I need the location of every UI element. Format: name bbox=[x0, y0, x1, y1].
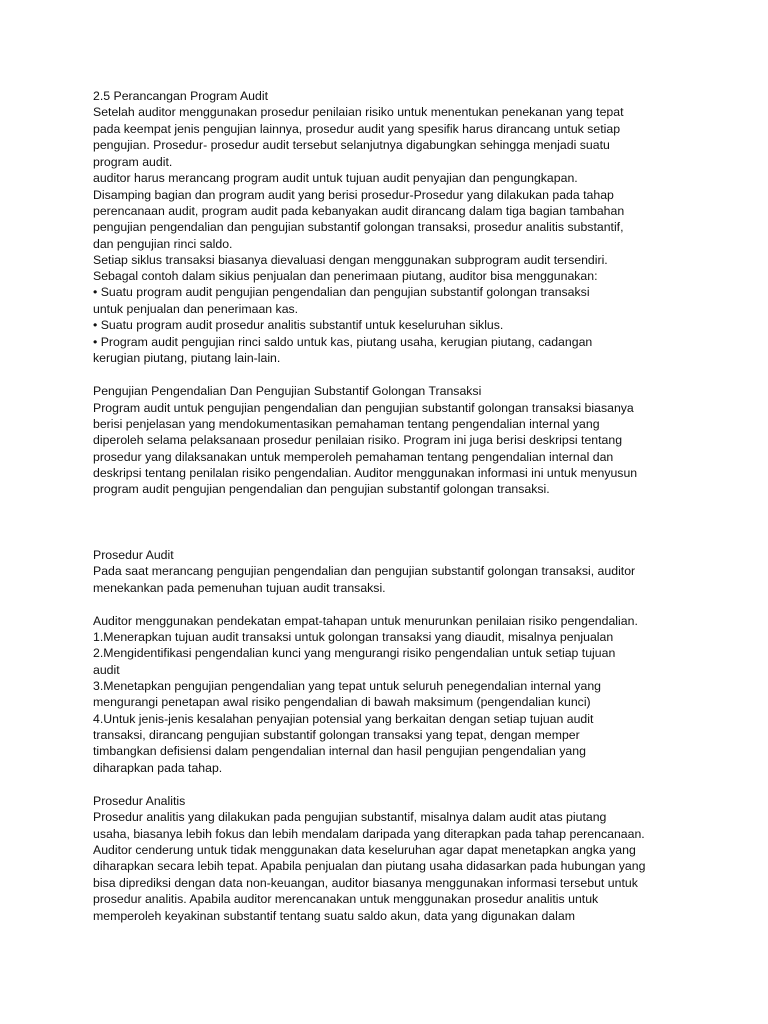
text-line: menekankan pada pemenuhan tujuan audit transaksi. bbox=[93, 581, 386, 595]
text-line: 2.Mengidentifikasi pengendalian kunci yang mengurangi risiko pengendalian untuk setiap tujuan bbox=[93, 646, 616, 660]
text-line: prosedur analitis. Apabila auditor merencanakan untuk menggunakan prosedur analitis untuk bbox=[93, 892, 599, 906]
text-line: Disamping bagian dan program audit yang berisi prosedur-Prosedur yang dilakukan pada tahap bbox=[93, 188, 614, 202]
text-line: program audit pengujian pengendalian dan pengujian substantif golongan transaksi. bbox=[93, 482, 550, 496]
text-line: diperoleh selama pelaksanaan prosedur penilaian risiko. Program ini juga berisi deskripsi tentang bbox=[93, 433, 623, 447]
text-line: diharapkan pada tahap. bbox=[93, 761, 223, 775]
subsection-heading: Prosedur Audit bbox=[93, 548, 174, 562]
text-line: Pada saat merancang pengujian pengendalian dan pengujian substantif golongan transaksi, auditor bbox=[93, 564, 636, 578]
text-line: prosedur yang dilaksanakan untuk memperoleh pemahaman tentang pengendalian internal dan bbox=[93, 450, 614, 464]
text-line: diharapkan secara lebih tepat. Apabila penjualan dan piutang usaha didasarkan pada hubungan yang bbox=[93, 859, 646, 873]
text-line: pengujian. Prosedur- prosedur audit tersebut selanjutnya digabungkan sehingga menjadi suatu bbox=[93, 138, 610, 152]
text-line: • Program audit pengujian rinci saldo untuk kas, piutang usaha, kerugian piutang, cadangan bbox=[93, 335, 593, 349]
text-line: audit bbox=[93, 663, 120, 677]
text-line: pengujian pengendalian dan pengujian substantif golongan transaksi, prosedur analitis substantif, bbox=[93, 220, 624, 234]
text-line: mengurangi penetapan awal risiko pengendalian di bawah maksimum (pengendalian kunci) bbox=[93, 695, 591, 709]
text-line: usaha, biasanya lebih fokus dan lebih mendalam daripada yang diterapkan pada tahap perencanaan. bbox=[93, 827, 645, 841]
section-heading: 2.5 Perancangan Program Audit bbox=[93, 89, 269, 103]
text-line: 3.Menetapkan pengujian pengendalian yang tepat untuk seluruh penegendalian internal yang bbox=[93, 679, 601, 693]
text-line: kerugian piutang, piutang lain-lain. bbox=[93, 351, 281, 365]
text-line: Auditor cenderung untuk tidak menggunakan data keseluruhan agar dapat menetapkan angka yang bbox=[93, 843, 636, 857]
text-line: pada keempat jenis pengujian lainnya, prosedur audit yang spesifik harus dirancang untuk setiap bbox=[93, 122, 621, 136]
text-line: berisi penjelasan yang mendokumentasikan pemahaman tentang pengendalian internal yang bbox=[93, 417, 600, 431]
text-line: timbangkan defisiensi dalam pengendalian internal dan hasil pengujian pengendalian yang bbox=[93, 744, 586, 758]
text-line: Program audit untuk pengujian pengendalian dan pengujian substantif golongan transaksi biasanya bbox=[93, 401, 634, 415]
text-line: dan pengujian rinci saldo. bbox=[93, 237, 233, 251]
text-line: Setiap siklus transaksi biasanya dievaluasi dengan menggunakan subprogram audit tersendiri. bbox=[93, 253, 608, 267]
text-line: Setelah auditor menggunakan prosedur penilaian risiko untuk menentukan penekanan yang tepat bbox=[93, 105, 624, 119]
text-line: untuk penjualan dan penerimaan kas. bbox=[93, 302, 299, 316]
subsection-heading: Pengujian Pengendalian Dan Pengujian Substantif Golongan Transaksi bbox=[93, 384, 482, 398]
text-line: Sebagal contoh dalam sikius penjualan dan penerimaan piutang, auditor bisa menggunakan: bbox=[93, 269, 598, 283]
text-line: perencanaan audit, program audit pada kebanyakan audit dirancang dalam tiga bagian tambahan bbox=[93, 204, 625, 218]
text-line: Prosedur analitis yang dilakukan pada pengujian substantif, misalnya dalam audit atas piutang bbox=[93, 810, 607, 824]
text-line: memperoleh keyakinan substantif tentang suatu saldo akun, data yang digunakan dalam bbox=[93, 909, 575, 923]
text-line: • Suatu program audit prosedur analitis substantif untuk keseluruhan siklus. bbox=[93, 318, 504, 332]
text-line: auditor harus merancang program audit untuk tujuan audit penyajian dan pengungkapan. bbox=[93, 171, 578, 185]
text-line: transaksi, dirancang pengujian substantif golongan transaksi yang tepat, dengan memper bbox=[93, 728, 580, 742]
text-line: program audit. bbox=[93, 155, 173, 169]
text-line: Auditor menggunakan pendekatan empat-tahapan untuk menurunkan penilaian risiko pengendalian. bbox=[93, 614, 638, 628]
text-line: • Suatu program audit pengujian pengendalian dan pengujian substantif golongan transaksi bbox=[93, 285, 590, 299]
subsection-heading: Prosedur Analitis bbox=[93, 794, 186, 808]
text-line: deskripsi tentang penilalan risiko pengendalian. Auditor menggunakan informasi ini untuk menyusun bbox=[93, 466, 638, 480]
text-line: bisa diprediksi dengan data non-keuangan, auditor biasanya menggunakan informasi tersebut untuk bbox=[93, 876, 638, 890]
text-line: 4.Untuk jenis-jenis kesalahan penyajian potensial yang berkaitan dengan setiap tujuan audit bbox=[93, 712, 594, 726]
text-line: 1.Menerapkan tujuan audit transaksi untuk golongan transaksi yang diaudit, misalnya penjualan bbox=[93, 630, 614, 644]
